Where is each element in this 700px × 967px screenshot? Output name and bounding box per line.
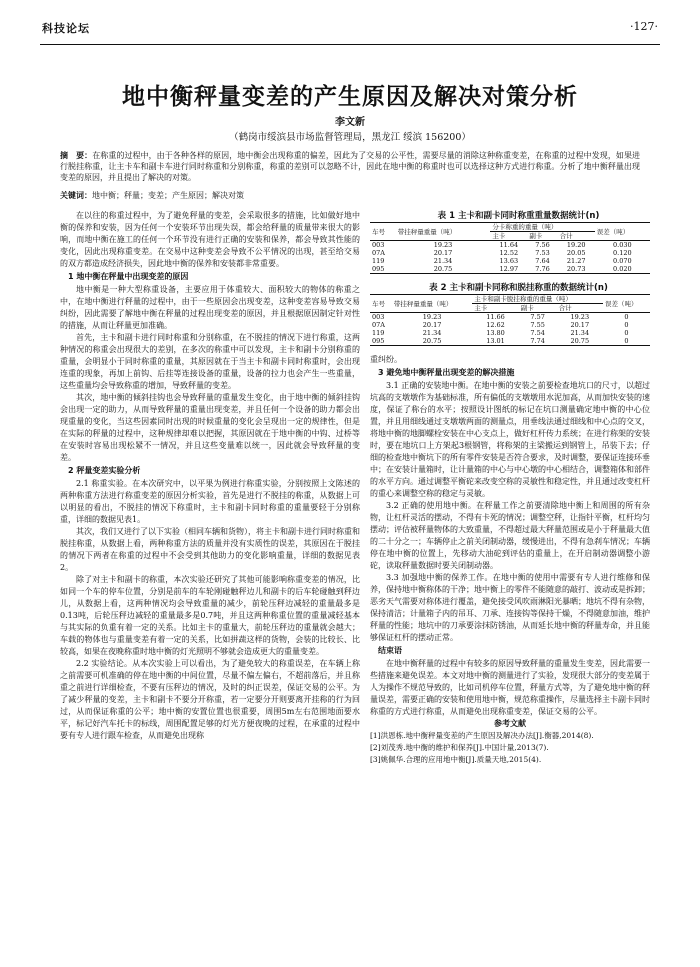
table2 bbox=[370, 294, 650, 346]
table-cell: 7.74 bbox=[519, 337, 557, 346]
table-cell: 21.34 bbox=[570, 329, 590, 337]
table-cell: 19.23 bbox=[557, 313, 603, 322]
reference-item: [3]姚佩华.合理的应用地中衡[J].质量天地,2015(4). bbox=[370, 755, 542, 764]
left-column bbox=[60, 210, 360, 742]
section-heading: 2 秤量变差实验分析 bbox=[68, 466, 141, 475]
table-cell: 20.75 bbox=[392, 337, 472, 346]
table-cell: 12.62 bbox=[486, 321, 505, 329]
table-cell: 0 bbox=[603, 313, 650, 322]
table-cell: 7.76 bbox=[527, 265, 557, 274]
paragraph: 3.1 正确的安装地中衡。在地中衡的安装之前要检查地坑口的尺寸，以超过坑高的支墩墩作为基础标准，所有偏低的支墩墩用水泥加高，从而加快安装的速度，保证了称台的水平；按照设计图纸的标记在坑口测量确定地中衡的中心位置，并且用细线通过支墩墩两面的测量点，用垂线法通过细线和中心点的交叉，将地中衡的地脚螺栓安装在中心支点上，做好杠杆传力系统；在进行称架的安装时，要在地坑口上方架起3根钢管，将称架的主梁搬运到钢管上，吊装下去；仔细的检查地中衡坑下的所有零件安装是否符合要求，及时调整，要保证连接环垂中；在安装计量箱时，让计量箱的中心与中心墩的中心相结合，调整箱体和部件的水平方向。通过调整平衡砣来改变空称的灵敏性和稳定性，并且通过改变杠杆的重心来调整空称的稳定与灵敏。 bbox=[370, 381, 650, 498]
table-cell: 12.52 bbox=[499, 249, 519, 257]
table-cell: 20.73 bbox=[558, 265, 595, 274]
table1-header-vehicle: 车号 bbox=[370, 223, 396, 241]
affiliation: （鹤岗市绥滨县市场监督管理局，黑龙江 绥滨 156200） bbox=[229, 132, 471, 143]
right-column-text bbox=[370, 354, 650, 718]
table-cell: 13.01 bbox=[472, 337, 518, 346]
table-cell: 19.20 bbox=[558, 241, 595, 250]
paragraph: 首先，主卡和副卡进行同时称重和分别称重，在不脱挂的情况下进行称重，这两种情况的称重会出现很大的差别，在多次的称重中可以发现，主卡和副卡分别称重的重量，会明显小于同时称重的重量，其原因就在于当主卡和副卡同时称重时，会出现连重的现象，再加上前钩、后挂等连接设备的重量，设备的拉力也会产生一些重量，这些重量均会导致称重的增加，导致秤量的变差。 bbox=[60, 333, 360, 390]
table2-sub-total: 合计 bbox=[558, 304, 572, 312]
table2-header-towed: 带挂秤量重量（吨） bbox=[392, 295, 472, 313]
journal-name: 科技论坛 bbox=[42, 22, 90, 35]
table-row bbox=[370, 249, 650, 257]
table-cell: 0 bbox=[624, 329, 629, 337]
table-cell: 7.53 bbox=[535, 249, 550, 257]
table-row bbox=[370, 337, 650, 346]
paragraph: 在以往的称重过程中，为了避免秤量的变差，会采取很多的措施，比如做好地中衡的保养和安装，因为任何一个安装环节出现失误，都会给秤量的质量带来很大的影响，而地中衡在施工的任何一个环节没有进行正确的安装和保养，都会导致其性能的变化，因此出现称重变差。在交易中这种变差会导致不公平情况的出现，甚至给交易的双方都造成经济损失，因此地中衡的保养和安装都非常重要。 bbox=[60, 211, 360, 268]
section-heading: 3 避免地中衡秤量出现变差的解决措施 bbox=[378, 368, 515, 377]
keywords-label: 关键词： bbox=[60, 191, 92, 200]
table-cell: 19.23 bbox=[396, 241, 491, 250]
table-cell: 095 bbox=[370, 265, 396, 274]
table-cell: 20.17 bbox=[422, 321, 442, 329]
table2-header-group: 主卡和副卡脱挂称重的重量（吨） bbox=[472, 295, 603, 304]
table-cell: 0 bbox=[624, 321, 629, 329]
author: 李文新 bbox=[335, 117, 365, 128]
table-cell: 119 bbox=[372, 257, 385, 265]
running-header bbox=[40, 0, 660, 45]
table-cell: 0 bbox=[603, 337, 650, 346]
abstract-label: 摘 要： bbox=[60, 151, 93, 160]
paragraph: 2.1 称重实验。在本次研究中，以平果为例进行称重实验，分别按照上文陈述的两种称重方法进行称重变差的原因分析实验，首先是进行不脱挂的称重，从数据上可以明显的看出，不脱挂的情况下称重时，主卡和副卡同时称重的重量要轻于分别称重，详细的数据见表1。 bbox=[60, 479, 360, 524]
table-cell: 20.75 bbox=[396, 265, 491, 274]
table2-sub-main: 主卡 bbox=[474, 304, 488, 312]
table-cell: 003 bbox=[370, 313, 392, 322]
table1-caption: 表 1 主卡和副卡同时称重重量数据统计(n) bbox=[437, 211, 600, 221]
table1 bbox=[370, 222, 650, 274]
table-cell: 21.34 bbox=[433, 257, 453, 265]
table1-sub-secondary: 副卡 bbox=[529, 232, 543, 240]
table-row bbox=[370, 265, 650, 274]
table-cell: 0.020 bbox=[595, 265, 650, 274]
table-cell: 095 bbox=[370, 337, 392, 346]
article-title: 地中衡秤量变差的产生原因及解决对策分析 bbox=[122, 84, 578, 110]
table-cell: 0.070 bbox=[613, 257, 632, 265]
table-cell: 11.66 bbox=[472, 313, 518, 322]
table-cell: 0.030 bbox=[595, 241, 650, 250]
abstract-text: 在称重的过程中，由于各种各样的原因，地中衡会出现称重的偏差，因此为了交易的公平性，需要尽量的消除这种称重变差，在称重的过程中发现，如果进行脱挂称重，让主卡车和副卡车进行同时称重和分别称重，称重的差别可以忽略不计，因此在地中衡的称重时也可以选择这种方式进行称重。分析了地中衡秤量出现变差的原因，并且提出了解决的对策。 bbox=[60, 151, 641, 182]
table-cell: 12.97 bbox=[490, 265, 527, 274]
table-cell: 07A bbox=[372, 321, 385, 329]
keywords-text: 地中衡；秤量；变差；产生原因；解决对策 bbox=[92, 191, 244, 200]
table-cell: 7.56 bbox=[527, 241, 557, 250]
paragraph: 其次，地中衡的倾斜挂钩也会导致秤量的重量发生变化，由于地中衡的倾斜挂钩会出现一定的助力，从而导致秤量的重量出现变差，并且任何一个设备的助力都会出现重量的变化，当这些因素同时出现的时候重量的变化会呈现出一定的规律性，但是在实际的秤量的过程中，这种规律却难以把握，其原因就在于地中衡的中钩、过桥等在安装时容易出现松紧不一情况，并且这些变量难以统一，因此就会导致秤量的变差。 bbox=[60, 393, 360, 462]
table-cell: 20.17 bbox=[570, 321, 590, 329]
page-number: ·127· bbox=[630, 20, 658, 33]
table1-header-group: 分卡称重的重量（吨） bbox=[490, 223, 594, 232]
table-cell: 7.64 bbox=[535, 257, 550, 265]
table-cell: 119 bbox=[372, 329, 385, 337]
table-cell: 21.34 bbox=[422, 329, 442, 337]
table-cell: 11.64 bbox=[490, 241, 527, 250]
keywords bbox=[60, 190, 640, 201]
table-cell: 7.54 bbox=[530, 329, 545, 337]
table-cell: 21.27 bbox=[566, 257, 586, 265]
table-row bbox=[370, 241, 650, 250]
table-cell: 20.75 bbox=[557, 337, 603, 346]
abstract bbox=[60, 150, 640, 183]
table1-sub-main: 主卡 bbox=[492, 232, 506, 240]
table-cell: 0.120 bbox=[613, 249, 632, 257]
table-row bbox=[370, 257, 650, 265]
table2-header-error: 误差（吨） bbox=[603, 295, 650, 313]
table2-header-vehicle: 车号 bbox=[370, 295, 392, 313]
table-row bbox=[370, 313, 650, 322]
table-cell: 20.17 bbox=[433, 249, 453, 257]
references-list bbox=[370, 730, 650, 766]
table-cell: 20.05 bbox=[566, 249, 586, 257]
reference-item: [2]刘茂秀.地中衡的维护和保养[J].中国计量,2013(7). bbox=[370, 743, 549, 752]
table1-sub-total: 合计 bbox=[559, 232, 573, 240]
table1-header-towed: 带挂秤量重量（吨） bbox=[396, 223, 491, 241]
paragraph: 2.2 实验结论。从本次实验上可以看出，为了避免较大的称重误差，在车辆上称之前需要可机准确的停在地中衡的中间位置，尽量不偏左偏右，不超前落后，并且称重之前进行详细检查，不要有压秤边的情况，及时的纠正误差，保证交易的公平。为了减少秤量的变差，主卡和副卡不要分开称重，若一定要分开则要离开挂称的行为回过，从而保证称重的公平；地中衡的安置位置也很重要，周围5m左右范围地面要水平，标记好汽车托卡的标线，周围配置足够的灯光方便夜晚的过程，在承重的过程中要有专人进行跟车检查，从而避免出现称 bbox=[60, 659, 360, 740]
section-heading: 结束语 bbox=[378, 646, 402, 655]
table2-sub-secondary: 副卡 bbox=[520, 304, 534, 312]
table2-caption: 表 2 主卡和副卡同称和脱挂称重的数据统计(n) bbox=[429, 283, 608, 293]
table-cell: 07A bbox=[372, 249, 385, 257]
reference-item: [1]洪恩栋.地中衡秤量变差的产生原因及解决办法[J].衡器,2014(8). bbox=[370, 731, 594, 740]
table-cell: 13.80 bbox=[486, 329, 505, 337]
paragraph: 3.2 正确的使用地中衡。在秤量工作之前要清除地中衡上和周围的所有杂物，让杠杆灵活的摆动，不得有卡死的情况；调整空秤，让指针平衡，杠杆均匀摆动；评估被秤量物体的大致重量，不得超过最大秤量范围或是小于秤量最大值的二十分之一；车辆停止之前关闭制动器，缓慢进出，不得有急刹车情况；车辆停在地中衡的位置上，先移动大油砣到评估的重量上，在开启制动器调整小游砣，读取秤量数据时要关闭制动器。 bbox=[370, 501, 650, 570]
table-cell: 19.23 bbox=[392, 313, 472, 322]
table-cell: 003 bbox=[370, 241, 396, 250]
paragraph: 在地中衡秤量的过程中有较多的原因导致秤量的重量发生变差，因此需要一些措施来避免误差。本文对地中衡的测量进行了实验，发现很大部分的变差属于人为操作不规范导致的，比如司机停车位置，秤量方式等，为了避免地中衡的秤量误差，需要正确的安装和使用地中衡，规范称重操作，尽量选择主卡副卡同时称重的方式进行称重，从而避免出现称重变差，保证交易的公平。 bbox=[370, 659, 650, 716]
references-title: 参考文献 bbox=[494, 719, 526, 728]
table1-header-error: 误差（吨） bbox=[595, 223, 650, 241]
section-heading: 1 地中衡在秤量中出现变差的原因 bbox=[68, 272, 189, 281]
table-cell: 7.57 bbox=[519, 313, 557, 322]
table-row bbox=[370, 321, 650, 329]
paragraph: 除了对主卡和副卡的称重，本次实验还研究了其他可能影响称重变差的情况，比如同一个车的停车位置，分别是前车的车轮刚碰触秤边儿和副卡的后车轮碰触到秤边儿，从数据上看，这两种情况均会导致重量的减少，前轮压秤边减轻的重量最多是0.13吨，后轮压秤边减轻的重量最多是0.7吨，并且这两种称重位置的重量减轻基本与其实际的负重有着一定的关系。比如主卡的重量大，前轮压秤边的重量就会越大；车载的物体也与重量变差有着一定的关系，比如拼蔬这样的货物，会装的比较长、比较高，如果在夜晚称重时地中衡的灯光照明不够就会造成更大的重量变差。 bbox=[60, 575, 360, 656]
table-cell: 7.55 bbox=[530, 321, 545, 329]
right-column bbox=[370, 210, 650, 766]
table-cell: 13.63 bbox=[499, 257, 519, 265]
paragraph: 地中衡是一种大型称重设备，主要应用于体重较大、面积较大的物体的称重之中，在地中衡进行秤量的过程中，由于一些原因会出现变差，这种变差容易导致交易纠纷，因此需要了解地中衡在秤量的过程出现变差的原因，并且根据原因制定针对性的措施，从而让秤量更加准确。 bbox=[60, 285, 360, 330]
paragraph: 其次，我们又进行了以下实验（相同车辆和货物），将主卡和副卡进行同时称重和脱挂称重，从数据上看，两种称重方法的质量并没有实质性的误差，其原因在于脱挂的情况下两者在称重的过程中不会受到其他助力的变化影响重量，详细的数据见表2。 bbox=[60, 527, 360, 572]
table-row bbox=[370, 329, 650, 337]
paragraph: 3.3 加强地中衡的保养工作。在地中衡的使用中需要有专人进行维修和保养，保持地中衡称体的干净；地中衡上的零件不能随意的敲打、波动或是拆卸；恶劣天气需要对称体进行覆盖，避免接受风吹雨淋阳光暴晒；地坑不得有杂物，保持清洁；计量箱子内的吊耳、刀承、连接钩等保持干燥，不得随意加油，维护秤量的性能；地坑中的刀承要涂抹防锈油，从而延长地中衡的秤量寿命，并且能够保证杠杆的摆动正常。 bbox=[370, 573, 650, 642]
paragraph: 重纠纷。 bbox=[370, 355, 402, 364]
